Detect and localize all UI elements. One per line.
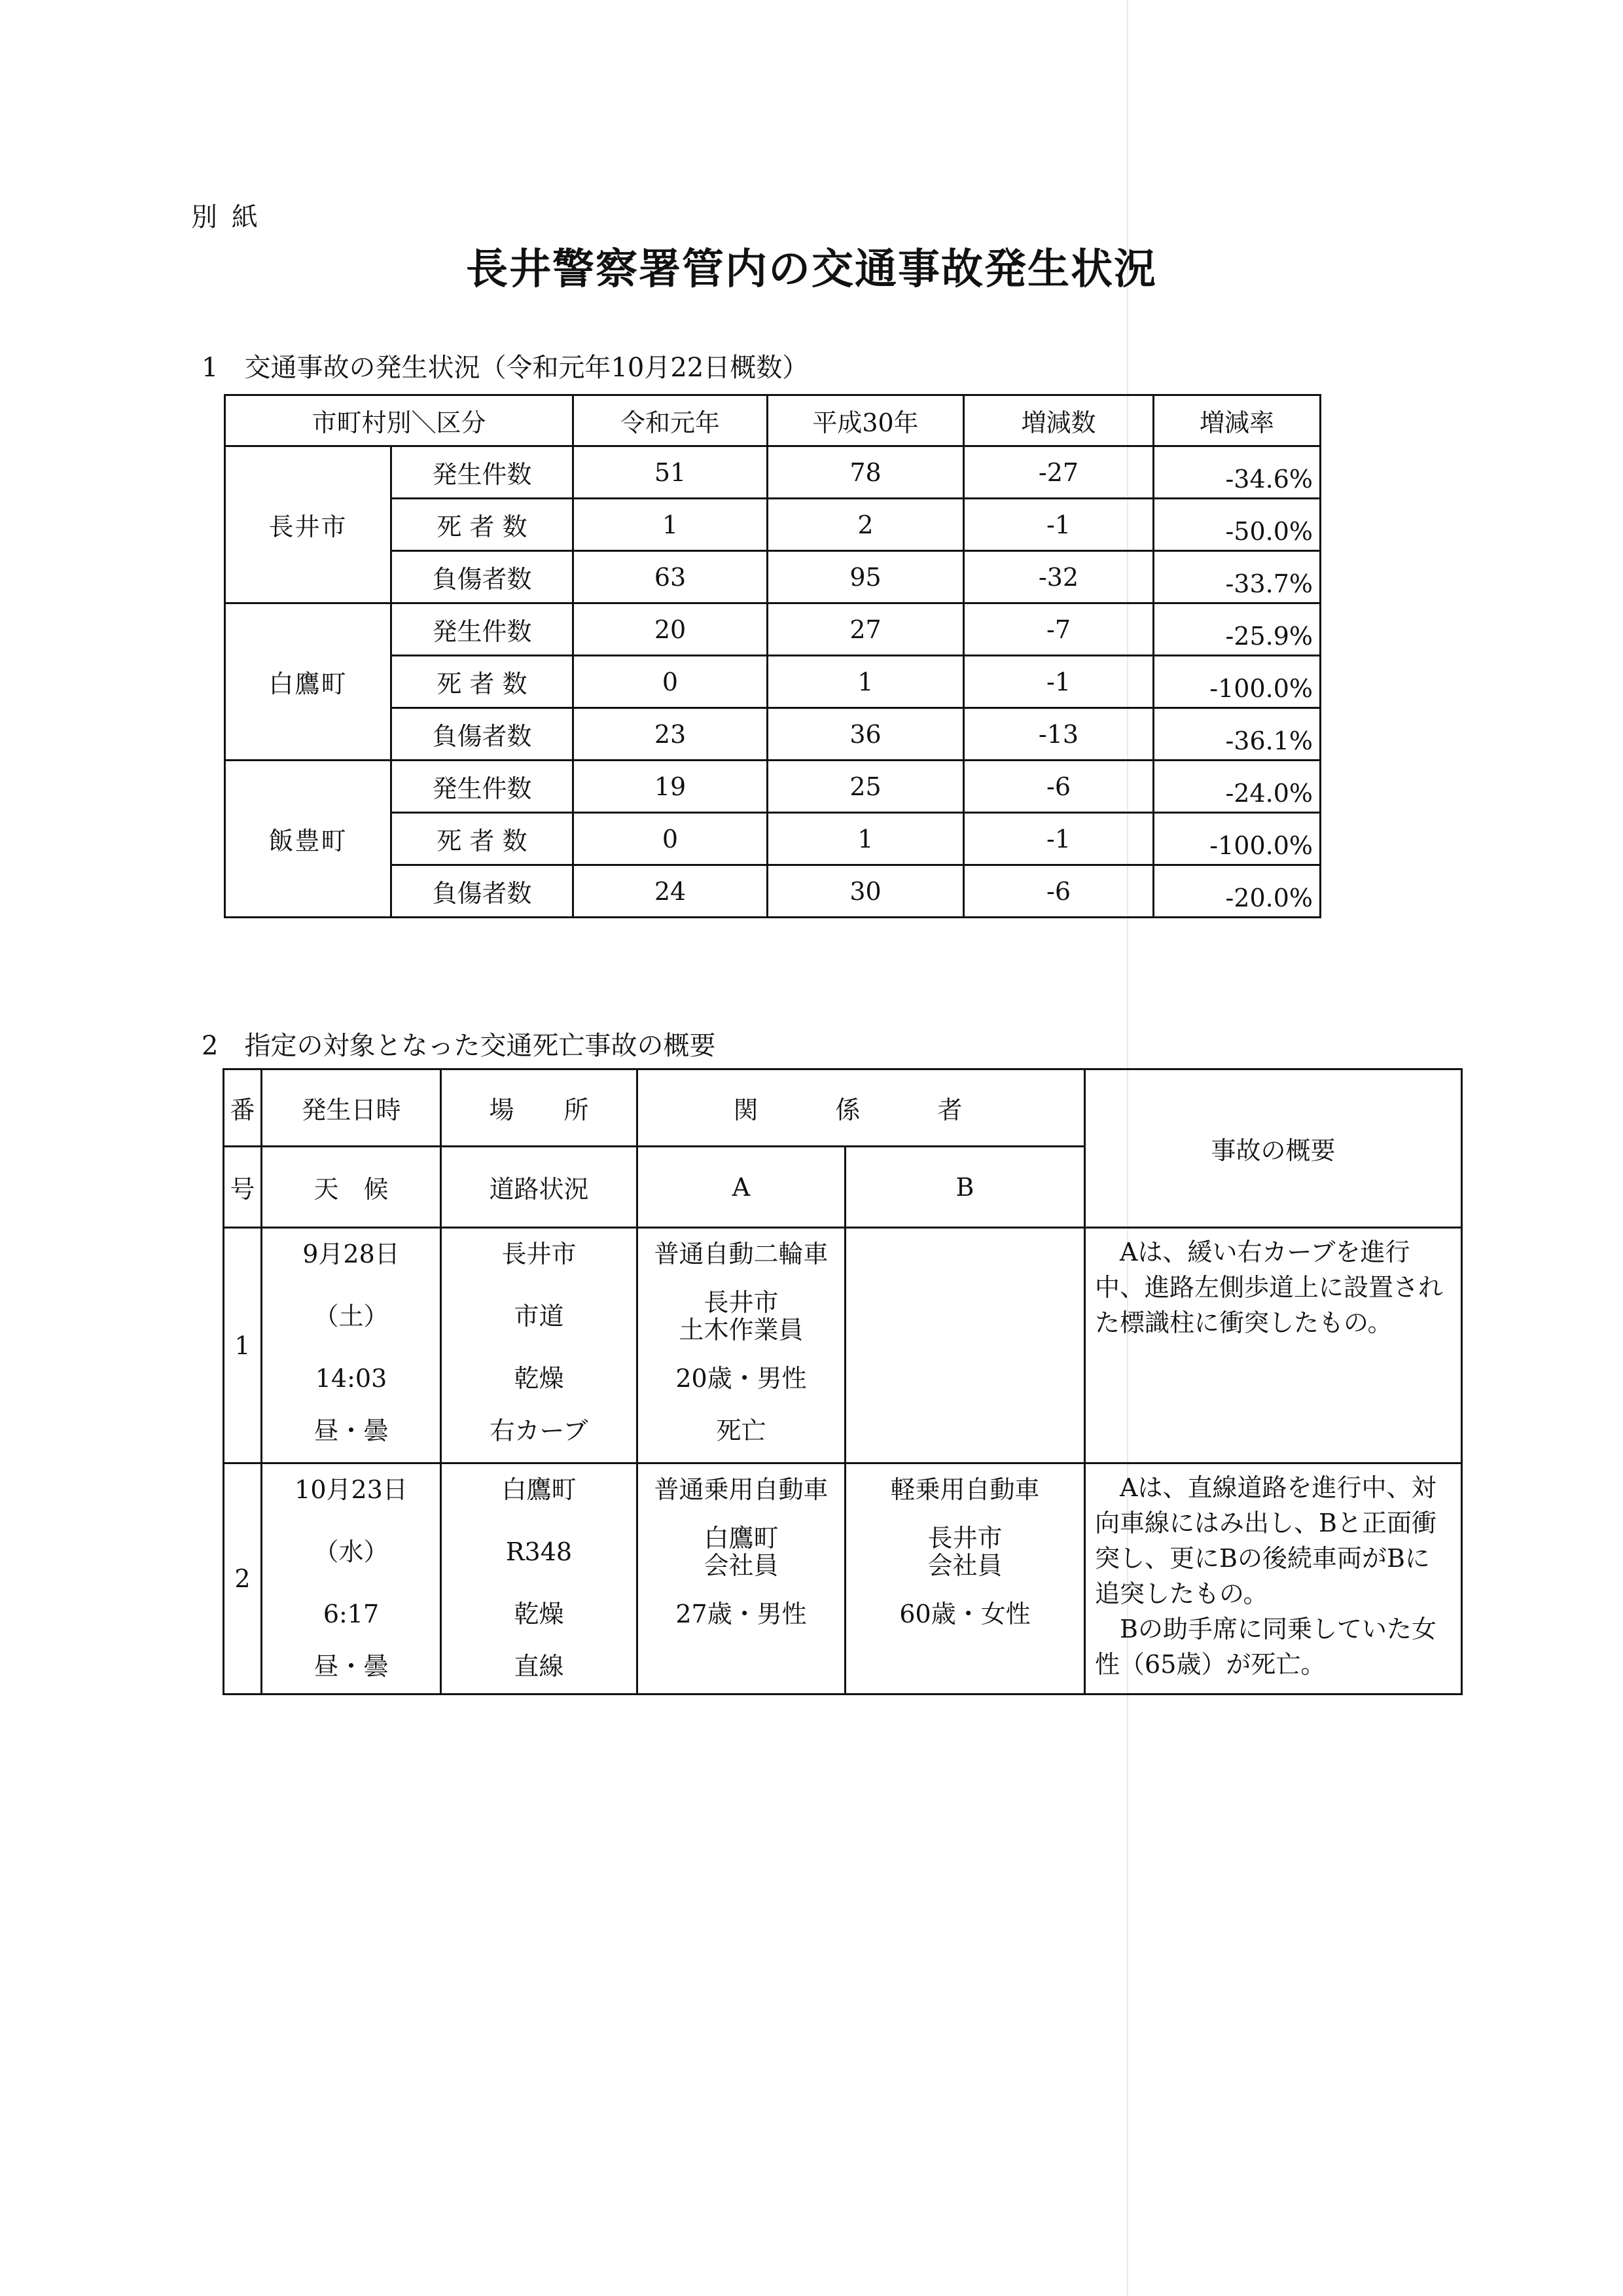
city-text: 長井市 <box>927 1524 1003 1553</box>
value-cell: 95 <box>768 551 964 603</box>
road-shape-text: 右カーブ <box>490 1416 588 1446</box>
category-cell: 死 者 数 <box>391 656 573 708</box>
value-cell: 25 <box>768 761 964 813</box>
job-text: 土木作業員 <box>679 1316 804 1344</box>
age-sex-text: 20歳・男性 <box>675 1364 807 1393</box>
weather-text: 昼・曇 <box>313 1416 389 1446</box>
category-cell: 死 者 数 <box>391 813 573 865</box>
surface-text: 乾燥 <box>514 1600 564 1629</box>
value-cell: -13 <box>964 708 1154 761</box>
header-cell: 場 所 <box>441 1069 637 1147</box>
value-cell: -6 <box>964 761 1154 813</box>
header-cell: 道路状況 <box>441 1147 637 1228</box>
header-cell: 天 候 <box>262 1147 441 1228</box>
value-cell: -7 <box>964 603 1154 656</box>
city-text: 白鷹町 <box>704 1524 779 1553</box>
vehicle-text: 普通乗用自動車 <box>654 1475 829 1505</box>
category-cell: 発生件数 <box>391 761 573 813</box>
rate-cell: -33.7% <box>1154 551 1321 603</box>
accident-summary-cell <box>1085 1228 1462 1463</box>
date-text: 9月28日 <box>302 1240 400 1269</box>
category-cell: 負傷者数 <box>391 551 573 603</box>
table-row <box>224 1463 1462 1695</box>
header-cell: 発生日時 <box>262 1069 441 1147</box>
date-weather-cell <box>262 1228 441 1463</box>
category-cell: 負傷者数 <box>391 865 573 918</box>
value-cell: -1 <box>964 499 1154 551</box>
table-header-row <box>225 395 1321 446</box>
rate-cell: -50.0% <box>1154 499 1321 551</box>
place-road-cell <box>441 1228 637 1463</box>
header-cell: 号 <box>224 1147 262 1228</box>
header-cell: 令和元年 <box>573 395 768 446</box>
summary-text: Bの助手席に同乗していた女性（65歳）が死亡。 <box>1095 1614 1436 1679</box>
rate-cell: -36.1% <box>1154 708 1321 761</box>
rate-cell: -24.0% <box>1154 761 1321 813</box>
header-cell: 事故の概要 <box>1085 1069 1462 1228</box>
job-text: 会社員 <box>704 1551 779 1580</box>
incident-number-cell: 2 <box>224 1463 262 1695</box>
party-b-cell <box>846 1463 1085 1695</box>
value-cell: -27 <box>964 446 1154 499</box>
summary-text: Aは、直線道路を進行中、対向車線にはみ出し、Bと正面衝突し、更にBの後続車両がBに追突したもの。 <box>1095 1473 1436 1608</box>
place-road-cell <box>441 1463 637 1695</box>
value-cell: 0 <box>573 656 768 708</box>
value-cell: -1 <box>964 656 1154 708</box>
header-cell: 増減率 <box>1154 395 1321 446</box>
header-cell: 増減数 <box>964 395 1154 446</box>
city-text: 長井市 <box>704 1288 779 1318</box>
municipality-cell: 飯豊町 <box>225 761 391 918</box>
value-cell: 0 <box>573 813 768 865</box>
value-cell: 30 <box>768 865 964 918</box>
table-row <box>225 603 1321 656</box>
page-title: 長井警察署管内の交通事故発生状況 <box>466 245 1157 294</box>
rate-cell: -100.0% <box>1154 656 1321 708</box>
value-cell: 63 <box>573 551 768 603</box>
place-text: 長井市 <box>501 1240 577 1269</box>
occupation-block <box>638 1516 844 1588</box>
job-text: 会社員 <box>927 1551 1003 1580</box>
header-cell: 平成30年 <box>768 395 964 446</box>
table-row <box>224 1228 1462 1463</box>
value-cell: 36 <box>768 708 964 761</box>
occupation-block <box>638 1281 844 1353</box>
vehicle-text: 軽乗用自動車 <box>890 1475 1040 1505</box>
age-sex-text: 27歳・男性 <box>675 1600 807 1629</box>
weather-text: 昼・曇 <box>313 1652 389 1681</box>
category-cell: 発生件数 <box>391 603 573 656</box>
date-text: 10月23日 <box>294 1475 408 1505</box>
party-a-cell <box>637 1228 846 1463</box>
table-row <box>225 446 1321 499</box>
time-text: 14:03 <box>315 1364 387 1393</box>
value-cell: 1 <box>768 813 964 865</box>
header-cell: B <box>846 1147 1085 1228</box>
value-cell: 1 <box>573 499 768 551</box>
value-cell: -32 <box>964 551 1154 603</box>
party-a-cell <box>637 1463 846 1695</box>
party-b-cell <box>846 1228 1085 1463</box>
table-header-row <box>224 1069 1462 1147</box>
incident-number-cell: 1 <box>224 1228 262 1463</box>
header-cell: A <box>637 1147 846 1228</box>
value-cell: 2 <box>768 499 964 551</box>
value-cell: 78 <box>768 446 964 499</box>
accident-summary-cell <box>1085 1463 1462 1695</box>
time-text: 6:17 <box>323 1600 380 1629</box>
value-cell: 24 <box>573 865 768 918</box>
rate-cell: -20.0% <box>1154 865 1321 918</box>
rate-cell: -34.6% <box>1154 446 1321 499</box>
road-type-text: 市道 <box>514 1302 564 1331</box>
attachment-label: 別紙 <box>191 202 272 232</box>
value-cell: 51 <box>573 446 768 499</box>
value-cell: 20 <box>573 603 768 656</box>
rate-cell: -25.9% <box>1154 603 1321 656</box>
rate-cell: -100.0% <box>1154 813 1321 865</box>
weekday-text: （土） <box>313 1302 389 1331</box>
date-weather-cell <box>262 1463 441 1695</box>
header-cell: 市町村別＼区分 <box>225 395 573 446</box>
place-text: 白鷹町 <box>501 1475 577 1505</box>
category-cell: 発生件数 <box>391 446 573 499</box>
header-cell: 番 <box>224 1069 262 1147</box>
table-row <box>225 761 1321 813</box>
value-cell: -6 <box>964 865 1154 918</box>
value-cell: -1 <box>964 813 1154 865</box>
summary-text: Aは、緩い右カーブを進行中、進路左側歩道上に設置された標識柱に衝突したもの。 <box>1095 1238 1444 1337</box>
section1-heading: 1 交通事故の発生状況（令和元年10月22日概数） <box>202 353 809 383</box>
category-cell: 負傷者数 <box>391 708 573 761</box>
value-cell: 1 <box>768 656 964 708</box>
header-cell: 関 係 者 <box>637 1069 1085 1147</box>
municipality-cell: 長井市 <box>225 446 391 603</box>
occupation-block <box>846 1516 1084 1588</box>
age-sex-text: 60歳・女性 <box>899 1600 1031 1629</box>
value-cell: 23 <box>573 708 768 761</box>
category-cell: 死 者 数 <box>391 499 573 551</box>
road-shape-text: 直線 <box>514 1652 564 1681</box>
value-cell: 27 <box>768 603 964 656</box>
vehicle-text: 普通自動二輪車 <box>654 1240 829 1269</box>
status-text: 死亡 <box>716 1416 766 1446</box>
value-cell: 19 <box>573 761 768 813</box>
road-type-text: R348 <box>505 1537 573 1567</box>
fatal-accident-table <box>223 1068 1463 1695</box>
surface-text: 乾燥 <box>514 1364 564 1393</box>
accident-stats-table <box>224 394 1321 918</box>
section2-heading: 2 指定の対象となった交通死亡事故の概要 <box>202 1031 716 1061</box>
municipality-cell: 白鷹町 <box>225 603 391 761</box>
weekday-text: （水） <box>313 1537 389 1567</box>
